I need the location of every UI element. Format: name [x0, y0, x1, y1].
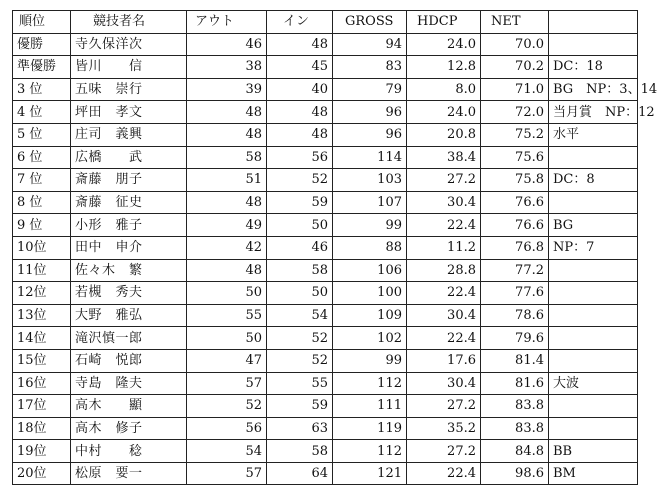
hdcp-cell: 8.0 — [407, 78, 481, 101]
note-cell: 大波 — [549, 372, 638, 395]
in-score-cell: 59 — [267, 395, 333, 418]
rank-cell: 12位 — [13, 282, 71, 305]
gross-score-cell: 103 — [333, 169, 407, 192]
note-cell: BG NP：3、14 — [549, 78, 638, 101]
name-cell: 庄司 義興 — [71, 123, 187, 146]
in-score-cell: 58 — [267, 440, 333, 463]
out-score-cell: 54 — [187, 440, 267, 463]
gross-score-cell: 119 — [333, 417, 407, 440]
name-cell: 佐々木 繁 — [71, 259, 187, 282]
in-score-cell: 63 — [267, 417, 333, 440]
header-gross: GROSS — [333, 11, 407, 34]
net-score-cell: 79.6 — [481, 327, 549, 350]
out-score-cell: 55 — [187, 304, 267, 327]
table-row — [13, 372, 638, 395]
rank-cell: 8 位 — [13, 191, 71, 214]
gross-score-cell: 112 — [333, 372, 407, 395]
out-score-cell: 57 — [187, 372, 267, 395]
net-score-cell: 72.0 — [481, 101, 549, 124]
gross-score-cell: 109 — [333, 304, 407, 327]
hdcp-cell: 20.8 — [407, 123, 481, 146]
out-score-cell: 56 — [187, 417, 267, 440]
net-score-cell: 83.8 — [481, 395, 549, 418]
table-row — [13, 327, 638, 350]
header-net: NET — [481, 11, 549, 34]
net-score-cell: 75.8 — [481, 169, 549, 192]
hdcp-cell: 27.2 — [407, 169, 481, 192]
rank-cell: 5 位 — [13, 123, 71, 146]
net-score-cell: 81.6 — [481, 372, 549, 395]
in-score-cell: 58 — [267, 259, 333, 282]
name-cell: 小形 雅子 — [71, 214, 187, 237]
gross-score-cell: 99 — [333, 214, 407, 237]
out-score-cell: 42 — [187, 236, 267, 259]
hdcp-cell: 17.6 — [407, 349, 481, 372]
rank-cell: 18位 — [13, 417, 71, 440]
out-score-cell: 47 — [187, 349, 267, 372]
in-score-cell: 46 — [267, 236, 333, 259]
gross-score-cell: 96 — [333, 101, 407, 124]
out-score-cell: 46 — [187, 33, 267, 56]
header-rank: 順位 — [13, 11, 71, 34]
note-cell — [549, 304, 638, 327]
header-note — [549, 11, 638, 34]
table-row — [13, 146, 638, 169]
in-score-cell: 52 — [267, 327, 333, 350]
rank-cell: 17位 — [13, 395, 71, 418]
out-score-cell: 51 — [187, 169, 267, 192]
net-score-cell: 76.6 — [481, 191, 549, 214]
rank-cell: 優勝 — [13, 33, 71, 56]
in-score-cell: 50 — [267, 214, 333, 237]
table-row — [13, 236, 638, 259]
net-score-cell: 75.2 — [481, 123, 549, 146]
out-score-cell: 57 — [187, 462, 267, 485]
gross-score-cell: 114 — [333, 146, 407, 169]
note-cell — [549, 327, 638, 350]
out-score-cell: 50 — [187, 282, 267, 305]
rank-cell: 6 位 — [13, 146, 71, 169]
gross-score-cell: 79 — [333, 78, 407, 101]
table-row — [13, 101, 638, 124]
hdcp-cell: 30.4 — [407, 304, 481, 327]
table-row — [13, 304, 638, 327]
hdcp-cell: 12.8 — [407, 56, 481, 79]
gross-score-cell: 100 — [333, 282, 407, 305]
note-cell — [549, 146, 638, 169]
hdcp-cell: 30.4 — [407, 191, 481, 214]
note-cell — [549, 33, 638, 56]
hdcp-cell: 24.0 — [407, 33, 481, 56]
name-cell: 高木 修子 — [71, 417, 187, 440]
in-score-cell: 40 — [267, 78, 333, 101]
gross-score-cell: 88 — [333, 236, 407, 259]
out-score-cell: 48 — [187, 101, 267, 124]
table-row — [13, 78, 638, 101]
gross-score-cell: 102 — [333, 327, 407, 350]
out-score-cell: 48 — [187, 123, 267, 146]
in-score-cell: 64 — [267, 462, 333, 485]
name-cell: 斎藤 朋子 — [71, 169, 187, 192]
name-cell: 高木 顯 — [71, 395, 187, 418]
in-score-cell: 48 — [267, 33, 333, 56]
gross-score-cell: 96 — [333, 123, 407, 146]
gross-score-cell: 94 — [333, 33, 407, 56]
name-cell: 若槻 秀夫 — [71, 282, 187, 305]
table-row — [13, 282, 638, 305]
out-score-cell: 58 — [187, 146, 267, 169]
in-score-cell: 52 — [267, 169, 333, 192]
net-score-cell: 81.4 — [481, 349, 549, 372]
hdcp-cell: 35.2 — [407, 417, 481, 440]
hdcp-cell: 22.4 — [407, 282, 481, 305]
in-score-cell: 45 — [267, 56, 333, 79]
rank-cell: 20位 — [13, 462, 71, 485]
gross-score-cell: 111 — [333, 395, 407, 418]
table-row — [13, 395, 638, 418]
note-cell — [549, 349, 638, 372]
note-cell: 当月賞 NP：12 — [549, 101, 638, 124]
results-table — [12, 10, 657, 485]
rank-cell: 14位 — [13, 327, 71, 350]
hdcp-cell: 27.2 — [407, 440, 481, 463]
net-score-cell: 84.8 — [481, 440, 549, 463]
name-cell: 寺島 隆夫 — [71, 372, 187, 395]
rank-cell: 15位 — [13, 349, 71, 372]
header-in: イン — [267, 11, 333, 34]
gross-score-cell: 112 — [333, 440, 407, 463]
table-row — [13, 214, 638, 237]
name-cell: 皆川 信 — [71, 56, 187, 79]
name-cell: 坪田 孝文 — [71, 101, 187, 124]
gross-score-cell: 107 — [333, 191, 407, 214]
gross-score-cell: 121 — [333, 462, 407, 485]
name-cell: 石崎 悦郎 — [71, 349, 187, 372]
in-score-cell: 48 — [267, 101, 333, 124]
hdcp-cell: 27.2 — [407, 395, 481, 418]
in-score-cell: 52 — [267, 349, 333, 372]
hdcp-cell: 30.4 — [407, 372, 481, 395]
rank-cell: 11位 — [13, 259, 71, 282]
note-cell — [549, 395, 638, 418]
out-score-cell: 49 — [187, 214, 267, 237]
net-score-cell: 76.8 — [481, 236, 549, 259]
rank-cell: 7 位 — [13, 169, 71, 192]
hdcp-cell: 22.4 — [407, 462, 481, 485]
net-score-cell: 77.2 — [481, 259, 549, 282]
rank-cell: 13位 — [13, 304, 71, 327]
out-score-cell: 39 — [187, 78, 267, 101]
note-cell: BB — [549, 440, 638, 463]
net-score-cell: 77.6 — [481, 282, 549, 305]
rank-cell: 10位 — [13, 236, 71, 259]
name-cell: 大野 雅弘 — [71, 304, 187, 327]
note-cell: BG — [549, 214, 638, 237]
gross-score-cell: 99 — [333, 349, 407, 372]
out-score-cell: 50 — [187, 327, 267, 350]
in-score-cell: 56 — [267, 146, 333, 169]
in-score-cell: 54 — [267, 304, 333, 327]
table-row — [13, 462, 638, 485]
header-hdcp: HDCP — [407, 11, 481, 34]
hdcp-cell: 28.8 — [407, 259, 481, 282]
table-row — [13, 259, 638, 282]
note-cell — [549, 259, 638, 282]
name-cell: 中村 稔 — [71, 440, 187, 463]
rank-cell: 4 位 — [13, 101, 71, 124]
name-cell: 五味 崇行 — [71, 78, 187, 101]
note-cell: BM — [549, 462, 638, 485]
out-score-cell: 48 — [187, 259, 267, 282]
rank-cell: 19位 — [13, 440, 71, 463]
header-name: 競技者名 — [71, 11, 187, 34]
hdcp-cell: 24.0 — [407, 101, 481, 124]
net-score-cell: 71.0 — [481, 78, 549, 101]
gross-score-cell: 83 — [333, 56, 407, 79]
net-score-cell: 83.8 — [481, 417, 549, 440]
name-cell: 田中 申介 — [71, 236, 187, 259]
hdcp-cell: 22.4 — [407, 327, 481, 350]
rank-cell: 16位 — [13, 372, 71, 395]
table-row — [13, 123, 638, 146]
gross-score-cell: 106 — [333, 259, 407, 282]
note-cell — [549, 191, 638, 214]
net-score-cell: 75.6 — [481, 146, 549, 169]
net-score-cell: 98.6 — [481, 462, 549, 485]
table-row — [13, 169, 638, 192]
hdcp-cell: 38.4 — [407, 146, 481, 169]
hdcp-cell: 22.4 — [407, 214, 481, 237]
header-out: アウト — [187, 11, 267, 34]
in-score-cell: 55 — [267, 372, 333, 395]
table-row — [13, 440, 638, 463]
table-row — [13, 349, 638, 372]
in-score-cell: 48 — [267, 123, 333, 146]
out-score-cell: 48 — [187, 191, 267, 214]
table-row — [13, 417, 638, 440]
net-score-cell: 70.0 — [481, 33, 549, 56]
net-score-cell: 70.2 — [481, 56, 549, 79]
table-row — [13, 191, 638, 214]
note-cell — [549, 282, 638, 305]
name-cell: 松原 要一 — [71, 462, 187, 485]
name-cell: 広橋 武 — [71, 146, 187, 169]
note-cell: 水平 — [549, 123, 638, 146]
out-score-cell: 38 — [187, 56, 267, 79]
table-row — [13, 56, 638, 79]
hdcp-cell: 11.2 — [407, 236, 481, 259]
rank-cell: 9 位 — [13, 214, 71, 237]
rank-cell: 3 位 — [13, 78, 71, 101]
table-body — [13, 33, 657, 485]
out-score-cell: 52 — [187, 395, 267, 418]
table-row — [13, 33, 638, 56]
name-cell: 斎藤 征史 — [71, 191, 187, 214]
note-cell: NP：7 — [549, 236, 638, 259]
in-score-cell: 59 — [267, 191, 333, 214]
note-cell: DC：18 — [549, 56, 638, 79]
name-cell: 寺久保洋次 — [71, 33, 187, 56]
header-row — [13, 11, 638, 34]
note-cell — [549, 417, 638, 440]
rank-cell: 準優勝 — [13, 56, 71, 79]
name-cell: 滝沢慎一郎 — [71, 327, 187, 350]
note-cell: DC：8 — [549, 169, 638, 192]
in-score-cell: 50 — [267, 282, 333, 305]
net-score-cell: 76.6 — [481, 214, 549, 237]
net-score-cell: 78.6 — [481, 304, 549, 327]
